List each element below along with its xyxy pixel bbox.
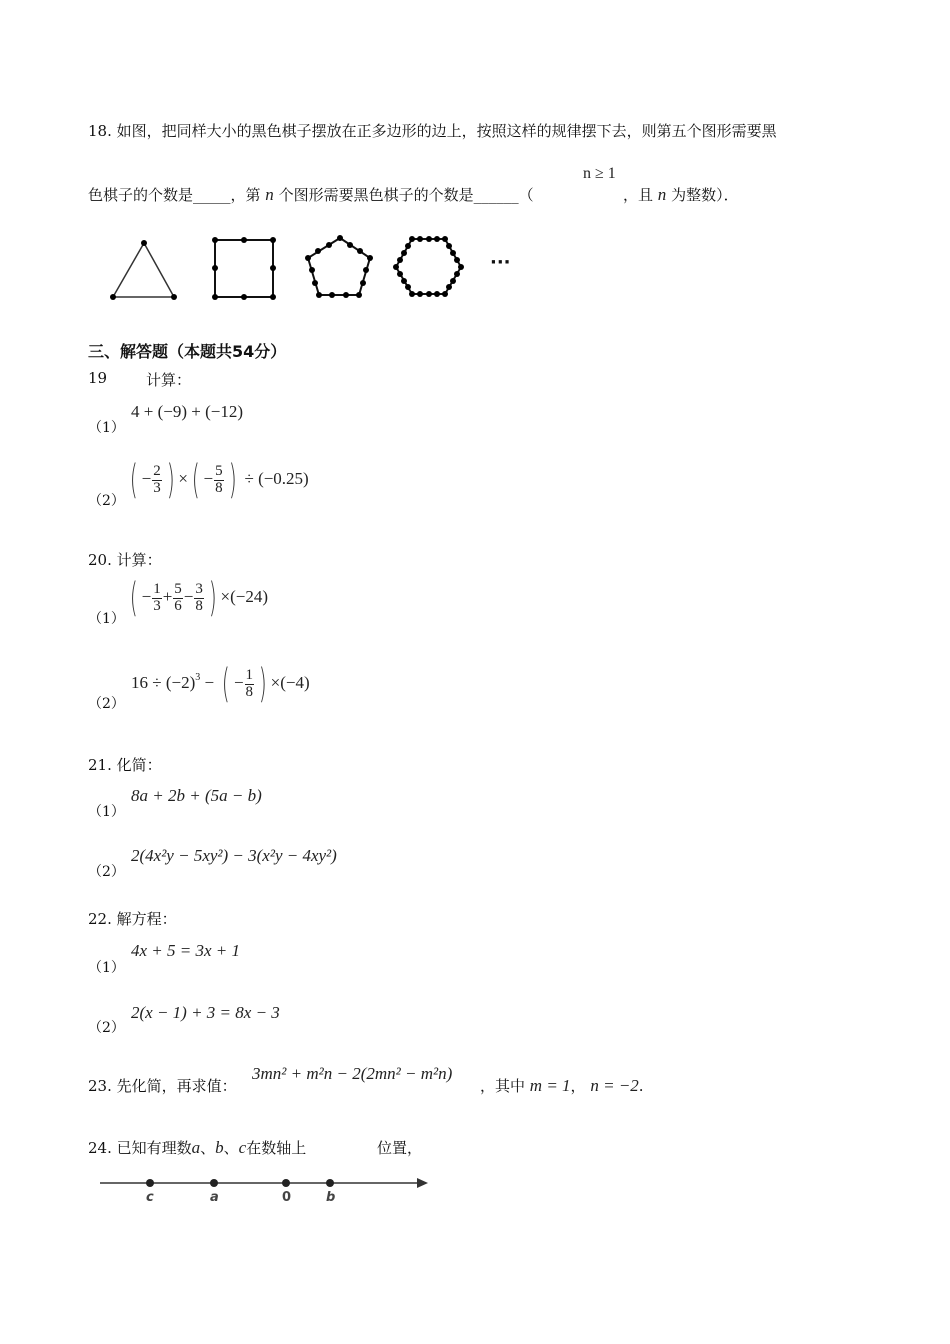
q24-sep2: 、 bbox=[223, 1139, 239, 1157]
q22-title: 22. 解方程： bbox=[88, 910, 177, 928]
q18-line2-c: ，且 bbox=[623, 186, 654, 204]
q24-text bbox=[88, 1137, 306, 1158]
q18-line2 bbox=[88, 184, 534, 205]
q18-line2-b: 个图形需要黑色棋子的个数是______（ bbox=[278, 186, 534, 204]
point-zero bbox=[282, 1179, 290, 1187]
q23-prefix: 23. 先化简，再求值： bbox=[88, 1077, 237, 1095]
q18-line2-tail bbox=[623, 184, 739, 205]
q24-var-b: b bbox=[215, 1138, 224, 1157]
q20-title: 20. 计算： bbox=[88, 551, 162, 569]
q18-line2-d: 为整数）． bbox=[671, 186, 739, 204]
q23-expr: 3mn² + m²n − 2(2mn² − m²n) bbox=[252, 1064, 453, 1083]
q23-m-value: m = 1 bbox=[529, 1076, 571, 1095]
q18-line2-a: 色棋子的个数是_____，第 bbox=[88, 186, 261, 204]
q24-var-c: c bbox=[238, 1138, 247, 1157]
q24-var-a: a bbox=[191, 1138, 201, 1157]
q18-ellipsis: ··· bbox=[490, 252, 511, 273]
q19-p2-expr: ( − $\frac{2}{3}$ ) ×( − $\frac{5}{8}$ ) ÷ (−0.25) bbox=[129, 457, 309, 503]
hexagon-figure bbox=[393, 236, 464, 297]
q21-p1-expr: 8a + 2b + (5a − b) bbox=[131, 786, 262, 805]
q22-p2-expr: 2(x − 1) + 3 = 8x − 3 bbox=[131, 1003, 280, 1022]
q20-p1-label: （1） bbox=[88, 611, 125, 627]
triangle-figure bbox=[110, 240, 177, 300]
point-b bbox=[326, 1179, 334, 1187]
axis-label-a: a bbox=[210, 1190, 219, 1205]
q23-tail bbox=[480, 1075, 644, 1096]
pentagon-figure bbox=[305, 235, 373, 298]
section-3-heading: 三、解答题（本题共54分） bbox=[88, 342, 287, 361]
axis-label-zero: 0 bbox=[282, 1190, 292, 1205]
q23-mid: ，其中 bbox=[480, 1077, 526, 1095]
polygon-figures bbox=[100, 230, 520, 310]
q22-p1-expr: 4x + 5 = 3x + 1 bbox=[131, 941, 241, 960]
q19-p1-expr: 4 + (−9) + (−12) bbox=[131, 402, 243, 421]
q18-var-n2: n bbox=[657, 185, 667, 204]
q24-a-text: 24. 已知有理数 bbox=[88, 1139, 192, 1157]
q24-sep1: 、 bbox=[200, 1139, 216, 1157]
q19-title: 计算： bbox=[146, 371, 192, 389]
axis-label-b: b bbox=[326, 1190, 336, 1205]
square-figure bbox=[212, 237, 276, 300]
q19-p1-label: （1） bbox=[88, 420, 125, 436]
q18-var-n: n bbox=[265, 185, 274, 204]
point-a bbox=[210, 1179, 218, 1187]
q22-p2-label: （2） bbox=[88, 1020, 125, 1036]
point-c bbox=[146, 1179, 154, 1187]
q20-p2-label: （2） bbox=[88, 696, 125, 712]
axis-label-c: c bbox=[146, 1190, 154, 1205]
q22-p1-label: （1） bbox=[88, 960, 125, 976]
q23-end: . bbox=[638, 1077, 644, 1095]
q20-p2-expr: $16 \div (-2)^3$ − ( − $\frac{1}{8}$ ) ×(−4) bbox=[131, 661, 310, 707]
q18-condition: n ≥ 1 bbox=[583, 165, 616, 182]
q23-n-value: n = −2 bbox=[590, 1076, 639, 1095]
q18-line1: 18. 如图，把同样大小的黑色棋子摆放在正多边形的边上，按照这样的规律摆下去，则第五个图形需要黑 bbox=[88, 122, 777, 140]
q21-p1-label: （1） bbox=[88, 804, 125, 820]
q20-p1-expr: ( − $\frac{1}{3}$ + $\frac{5}{6}$ − $\frac{3}{8}$ ) ×(−24) bbox=[129, 575, 268, 621]
q19-p2-label: （2） bbox=[88, 493, 125, 509]
q24-c-text: 位置， bbox=[377, 1139, 423, 1157]
q21-title: 21. 化简： bbox=[88, 756, 162, 774]
q23-sep: ， bbox=[570, 1077, 586, 1095]
q21-p2-expr: 2(4x²y − 5xy²) − 3(x²y − 4xy²) bbox=[131, 846, 337, 865]
q21-p2-label: （2） bbox=[88, 864, 125, 880]
q24-b-text: 在数轴上 bbox=[246, 1139, 307, 1157]
q19-number: 19 bbox=[88, 369, 108, 387]
